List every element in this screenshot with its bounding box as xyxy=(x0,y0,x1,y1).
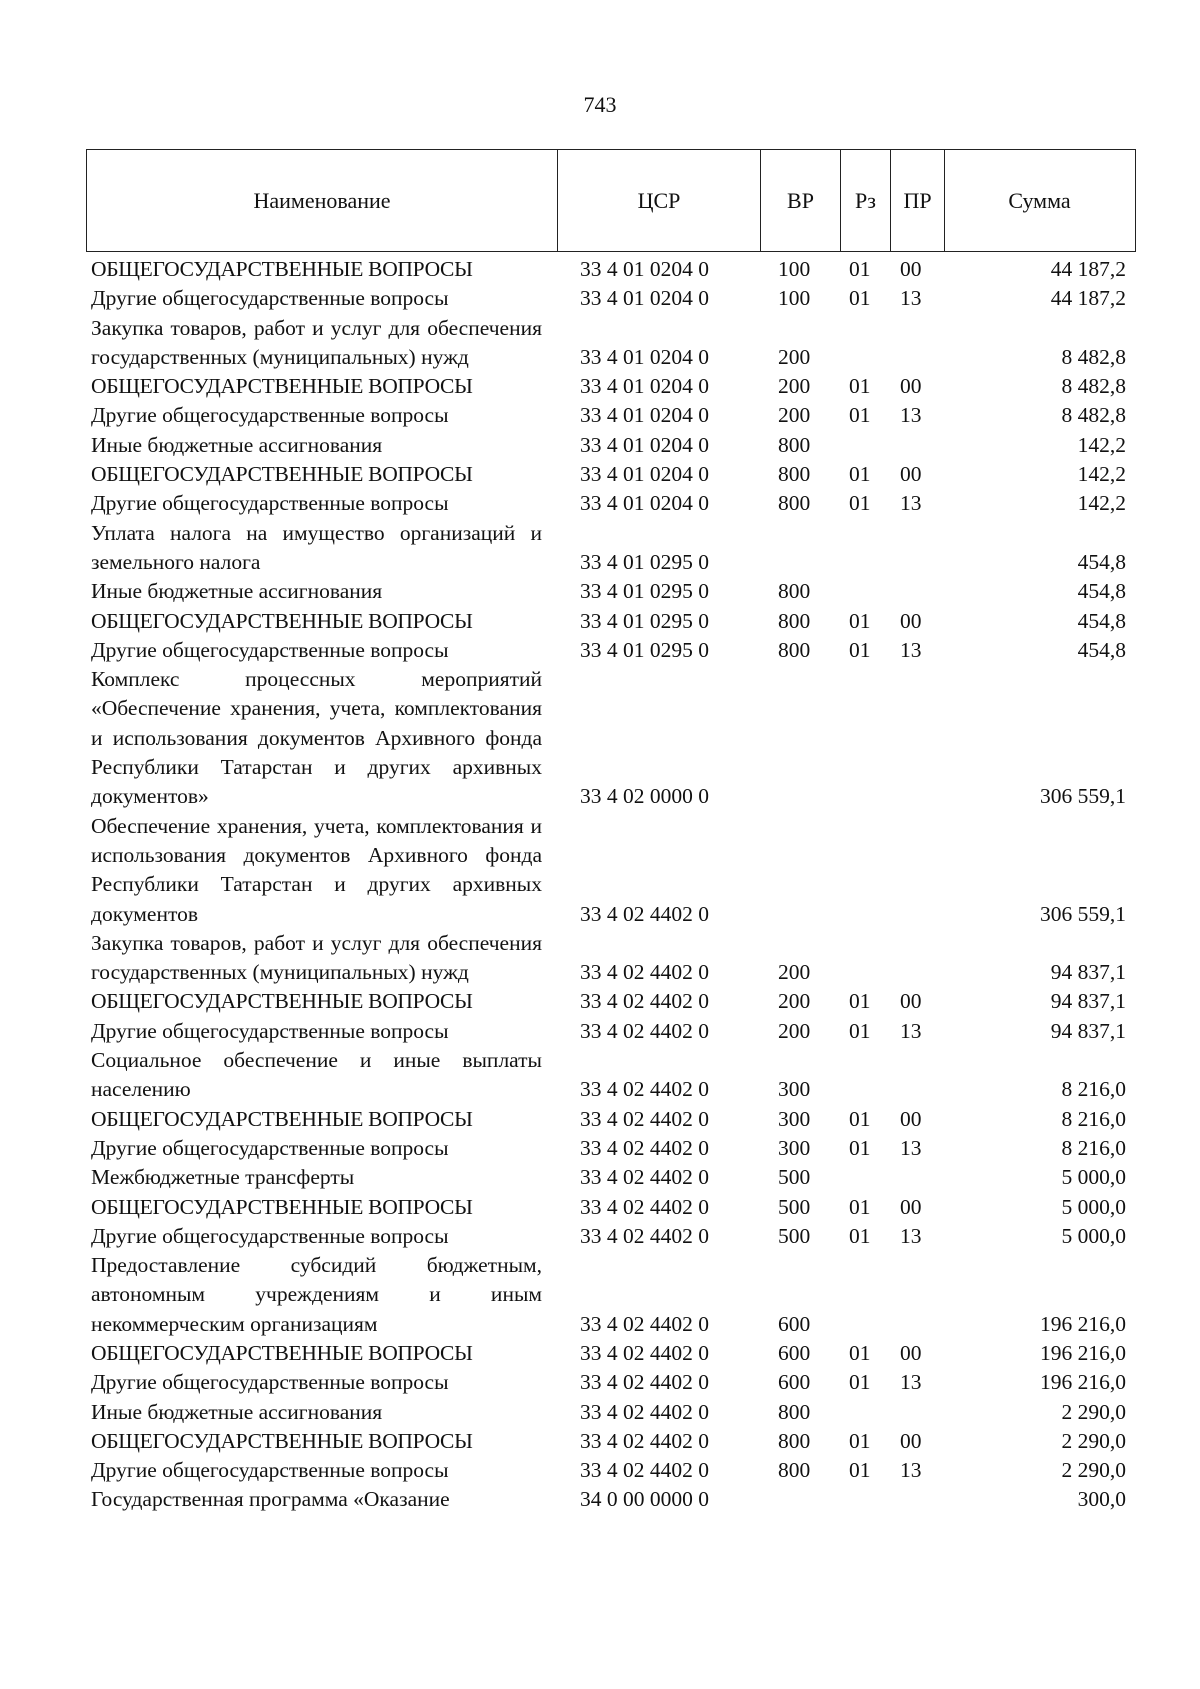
row-csr: 33 4 01 0295 0 xyxy=(580,608,709,633)
table-row xyxy=(86,1163,1136,1192)
row-name: Государственная программа «Оказание xyxy=(91,1487,450,1512)
table-row xyxy=(86,1368,1136,1397)
row-vr: 800 xyxy=(778,1428,811,1453)
table-row xyxy=(86,1222,1136,1251)
row-vr: 200 xyxy=(778,989,811,1014)
row-vr: 800 xyxy=(778,579,811,604)
header-sum: Сумма xyxy=(944,150,1134,251)
row-sum: 44 187,2 xyxy=(1050,286,1126,311)
header-pr: ПР xyxy=(890,150,944,251)
row-rz: 01 xyxy=(849,1340,871,1365)
row-csr: 33 4 01 0295 0 xyxy=(580,579,709,604)
row-pr: 00 xyxy=(900,374,922,399)
row-pr: 00 xyxy=(900,1428,922,1453)
row-sum: 2 290,0 xyxy=(1061,1458,1126,1483)
row-vr: 300 xyxy=(778,1135,811,1160)
row-csr: 33 4 02 4402 0 xyxy=(580,1018,709,1043)
table-row xyxy=(86,1017,1136,1046)
table-row xyxy=(86,577,1136,606)
row-csr: 33 4 02 4402 0 xyxy=(580,1399,709,1424)
row-name: Другие общегосударственные вопросы xyxy=(91,286,449,311)
row-name: Иные бюджетные ассигнования xyxy=(91,1399,383,1424)
row-rz: 01 xyxy=(849,637,871,662)
row-sum: 8 482,8 xyxy=(1061,344,1126,369)
row-vr: 100 xyxy=(778,257,811,281)
row-vr: 200 xyxy=(778,403,811,428)
table-row xyxy=(86,987,1136,1016)
row-csr: 33 4 02 4402 0 xyxy=(580,1165,709,1190)
row-pr: 00 xyxy=(900,989,922,1014)
row-sum: 300,0 xyxy=(1077,1487,1126,1512)
header-rz: Рз xyxy=(840,150,890,251)
table-row xyxy=(86,489,1136,518)
row-name: Другие общегосударственные вопросы xyxy=(91,1018,449,1043)
header-csr: ЦСР xyxy=(557,150,760,251)
row-name: ОБЩЕГОСУДАРСТВЕННЫЕ ВОПРОСЫ xyxy=(91,374,473,399)
row-pr: 13 xyxy=(900,1018,922,1043)
row-vr: 200 xyxy=(778,960,811,985)
row-vr: 800 xyxy=(778,1458,811,1483)
row-name: Иные бюджетные ассигнования xyxy=(91,432,383,457)
table-row xyxy=(86,255,1136,284)
row-vr: 800 xyxy=(778,491,811,516)
row-name: Межбюджетные трансферты xyxy=(91,1165,355,1190)
row-sum: 2 290,0 xyxy=(1061,1428,1126,1453)
row-sum: 306 559,1 xyxy=(1040,901,1126,926)
row-csr: 33 4 01 0204 0 xyxy=(580,403,709,428)
row-rz: 01 xyxy=(849,1194,871,1219)
row-rz: 01 xyxy=(849,1428,871,1453)
table-row xyxy=(86,431,1136,460)
row-rz: 01 xyxy=(849,1458,871,1483)
header-vr: ВР xyxy=(760,150,840,251)
row-csr: 33 4 02 4402 0 xyxy=(580,901,709,926)
row-pr: 00 xyxy=(900,1194,922,1219)
row-sum: 5 000,0 xyxy=(1061,1194,1126,1219)
row-sum: 142,2 xyxy=(1077,462,1126,487)
table-row xyxy=(86,1251,1136,1339)
row-vr: 500 xyxy=(778,1165,811,1190)
row-rz: 01 xyxy=(849,1223,871,1248)
row-rz: 01 xyxy=(849,1018,871,1043)
row-name: ОБЩЕГОСУДАРСТВЕННЫЕ ВОПРОСЫ xyxy=(91,1194,473,1219)
row-name: Другие общегосударственные вопросы xyxy=(91,1458,449,1483)
row-sum: 2 290,0 xyxy=(1061,1399,1126,1424)
row-vr: 800 xyxy=(778,1399,811,1424)
row-name: Другие общегосударственные вопросы xyxy=(91,1135,449,1160)
row-pr: 13 xyxy=(900,1458,922,1483)
row-csr: 33 4 02 4402 0 xyxy=(580,1311,709,1336)
row-csr: 33 4 02 4402 0 xyxy=(580,1106,709,1131)
table-row xyxy=(86,1456,1136,1485)
row-sum: 454,8 xyxy=(1077,637,1126,662)
table-row xyxy=(86,929,1136,988)
row-pr: 13 xyxy=(900,1370,922,1395)
row-sum: 94 837,1 xyxy=(1050,1018,1126,1043)
row-vr: 800 xyxy=(778,608,811,633)
row-name: Другие общегосударственные вопросы xyxy=(91,491,449,516)
row-rz: 01 xyxy=(849,1106,871,1131)
row-csr: 33 4 02 4402 0 xyxy=(580,1077,709,1102)
row-sum: 196 216,0 xyxy=(1040,1370,1126,1395)
row-name: ОБЩЕГОСУДАРСТВЕННЫЕ ВОПРОСЫ xyxy=(91,608,473,633)
row-sum: 142,2 xyxy=(1077,491,1126,516)
table-row xyxy=(86,401,1136,430)
row-pr: 00 xyxy=(900,1340,922,1365)
table-row xyxy=(86,1398,1136,1427)
row-csr: 33 4 02 4402 0 xyxy=(580,1428,709,1453)
row-name: ОБЩЕГОСУДАРСТВЕННЫЕ ВОПРОСЫ xyxy=(91,257,473,281)
row-rz: 01 xyxy=(849,403,871,428)
row-pr: 13 xyxy=(900,286,922,311)
row-vr: 600 xyxy=(778,1370,811,1395)
row-csr: 33 4 02 4402 0 xyxy=(580,1194,709,1219)
row-pr: 00 xyxy=(900,608,922,633)
row-vr: 800 xyxy=(778,637,811,662)
row-pr: 13 xyxy=(900,1135,922,1160)
row-csr: 33 4 01 0204 0 xyxy=(580,432,709,457)
table-row xyxy=(86,460,1136,489)
row-sum: 454,8 xyxy=(1077,608,1126,633)
row-sum: 8 216,0 xyxy=(1061,1135,1126,1160)
row-csr: 33 4 01 0204 0 xyxy=(580,344,709,369)
row-name: Социальное обеспечение и иные выплаты населению xyxy=(91,1048,542,1102)
table-row xyxy=(86,665,1136,811)
row-vr: 800 xyxy=(778,462,811,487)
row-name: ОБЩЕГОСУДАРСТВЕННЫЕ ВОПРОСЫ xyxy=(91,989,473,1014)
row-pr: 13 xyxy=(900,491,922,516)
row-sum: 5 000,0 xyxy=(1061,1223,1126,1248)
row-csr: 34 0 00 0000 0 xyxy=(580,1487,709,1512)
row-csr: 33 4 02 4402 0 xyxy=(580,1370,709,1395)
row-vr: 500 xyxy=(778,1223,811,1248)
row-rz: 01 xyxy=(849,608,871,633)
table-row xyxy=(86,372,1136,401)
row-sum: 94 837,1 xyxy=(1050,989,1126,1014)
table-row xyxy=(86,636,1136,665)
row-csr: 33 4 02 4402 0 xyxy=(580,1458,709,1483)
row-rz: 01 xyxy=(849,257,871,281)
row-sum: 454,8 xyxy=(1077,579,1126,604)
row-vr: 500 xyxy=(778,1194,811,1219)
row-name: ОБЩЕГОСУДАРСТВЕННЫЕ ВОПРОСЫ xyxy=(91,1106,473,1131)
table-row xyxy=(86,1485,1136,1514)
row-name: Комплекс процессных мероприятий «Обеспечение хранения, учета, комплектования и использования документов Архивного фонда Республики Татарстан и других архивных документов» xyxy=(91,667,542,809)
table-row xyxy=(86,607,1136,636)
row-pr: 13 xyxy=(900,637,922,662)
table-row xyxy=(86,284,1136,313)
row-sum: 454,8 xyxy=(1077,549,1126,574)
row-pr: 00 xyxy=(900,1106,922,1131)
table-row xyxy=(86,1427,1136,1456)
row-sum: 196 216,0 xyxy=(1040,1311,1126,1336)
row-sum: 196 216,0 xyxy=(1040,1340,1126,1365)
row-name: Обеспечение хранения, учета, комплектования и использования документов Архивного фонда Республики Татарстан и других архивных документов xyxy=(91,813,542,926)
header-name: Наименование xyxy=(253,187,391,213)
row-vr: 200 xyxy=(778,1018,811,1043)
row-csr: 33 4 02 4402 0 xyxy=(580,1223,709,1248)
row-name: Закупка товаров, работ и услуг для обеспечения государственных (муниципальных) нужд xyxy=(91,315,542,369)
table-row xyxy=(86,1046,1136,1105)
row-rz: 01 xyxy=(849,462,871,487)
table-row xyxy=(86,519,1136,578)
table-row xyxy=(86,812,1136,929)
page-number: 743 xyxy=(583,92,617,117)
row-csr: 33 4 02 4402 0 xyxy=(580,989,709,1014)
row-sum: 5 000,0 xyxy=(1061,1165,1126,1190)
row-sum: 8 216,0 xyxy=(1061,1077,1126,1102)
row-vr: 200 xyxy=(778,374,811,399)
row-name: Другие общегосударственные вопросы xyxy=(91,1370,449,1395)
row-sum: 142,2 xyxy=(1077,432,1126,457)
row-name: Другие общегосударственные вопросы xyxy=(91,1223,449,1248)
table-header xyxy=(86,149,1136,252)
row-vr: 600 xyxy=(778,1340,811,1365)
row-name: Закупка товаров, работ и услуг для обеспечения государственных (муниципальных) нужд xyxy=(91,930,542,985)
row-sum: 44 187,2 xyxy=(1050,257,1126,281)
row-name: Уплата налога на имущество организаций и земельного налога xyxy=(91,520,542,574)
row-vr: 300 xyxy=(778,1106,811,1131)
row-csr: 33 4 01 0204 0 xyxy=(580,257,709,281)
row-vr: 300 xyxy=(778,1077,811,1102)
table-row xyxy=(86,1193,1136,1222)
row-vr: 600 xyxy=(778,1311,811,1336)
row-name: Иные бюджетные ассигнования xyxy=(91,579,383,604)
row-vr: 200 xyxy=(778,344,811,369)
row-csr: 33 4 01 0204 0 xyxy=(580,374,709,399)
row-rz: 01 xyxy=(849,989,871,1014)
row-vr: 800 xyxy=(778,432,811,457)
row-csr: 33 4 02 0000 0 xyxy=(580,784,709,809)
row-csr: 33 4 01 0295 0 xyxy=(580,637,709,662)
row-name: ОБЩЕГОСУДАРСТВЕННЫЕ ВОПРОСЫ xyxy=(91,1428,473,1453)
row-pr: 13 xyxy=(900,1223,922,1248)
row-csr: 33 4 01 0295 0 xyxy=(580,549,709,574)
row-name: ОБЩЕГОСУДАРСТВЕННЫЕ ВОПРОСЫ xyxy=(91,1340,473,1365)
row-csr: 33 4 01 0204 0 xyxy=(580,462,709,487)
row-rz: 01 xyxy=(849,374,871,399)
row-sum: 8 216,0 xyxy=(1061,1106,1126,1131)
row-csr: 33 4 01 0204 0 xyxy=(580,491,709,516)
row-rz: 01 xyxy=(849,286,871,311)
row-pr: 00 xyxy=(900,257,922,281)
table-row xyxy=(86,1105,1136,1134)
row-pr: 13 xyxy=(900,403,922,428)
table-row xyxy=(86,314,1136,373)
row-vr: 100 xyxy=(778,286,811,311)
row-pr: 00 xyxy=(900,462,922,487)
table-row xyxy=(86,1134,1136,1163)
row-sum: 8 482,8 xyxy=(1061,403,1126,428)
row-csr: 33 4 02 4402 0 xyxy=(580,1340,709,1365)
row-sum: 306 559,1 xyxy=(1040,784,1126,809)
row-sum: 94 837,1 xyxy=(1050,960,1126,985)
row-name: Другие общегосударственные вопросы xyxy=(91,403,449,428)
table-body xyxy=(86,255,1136,1515)
row-name: Предоставление субсидий бюджетным, автономным учреждениям и иным некоммерческим организациям xyxy=(91,1253,542,1336)
row-rz: 01 xyxy=(849,1370,871,1395)
row-name: Другие общегосударственные вопросы xyxy=(91,637,449,662)
row-csr: 33 4 02 4402 0 xyxy=(580,960,709,985)
row-name: ОБЩЕГОСУДАРСТВЕННЫЕ ВОПРОСЫ xyxy=(91,462,473,487)
row-rz: 01 xyxy=(849,1135,871,1160)
row-csr: 33 4 02 4402 0 xyxy=(580,1135,709,1160)
table-row xyxy=(86,1339,1136,1368)
row-sum: 8 482,8 xyxy=(1061,374,1126,399)
row-csr: 33 4 01 0204 0 xyxy=(580,286,709,311)
row-rz: 01 xyxy=(849,491,871,516)
